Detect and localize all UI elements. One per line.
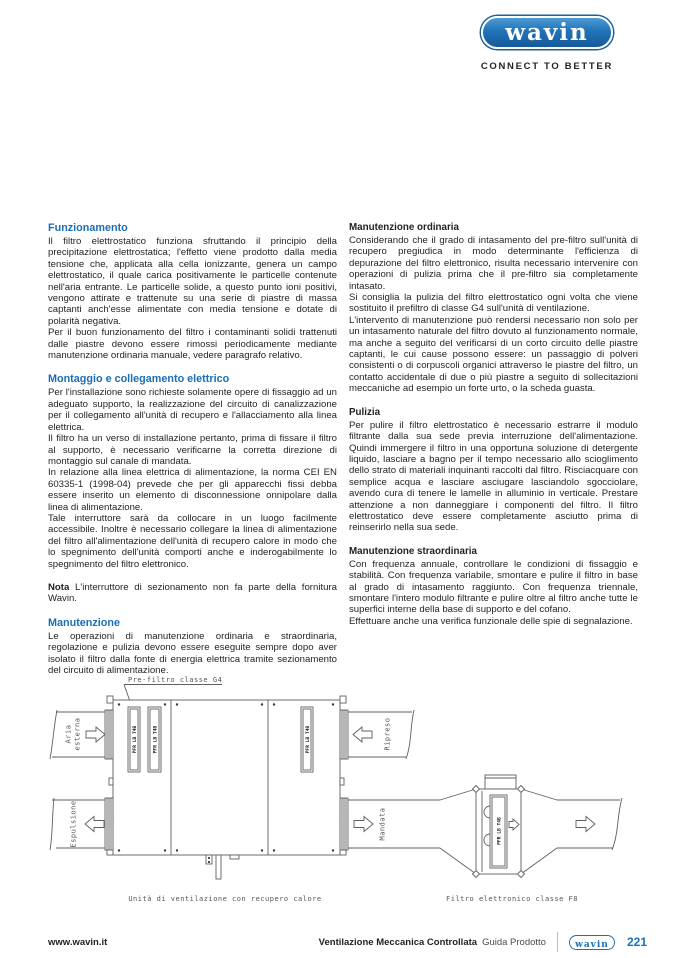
wavin-logo-text: wavin — [505, 19, 589, 46]
section-heading: Montaggio e collegamento elettrico — [48, 373, 230, 386]
duct-label-mandata: Mandata — [378, 807, 387, 841]
duct-label-esterna: esterna — [73, 717, 82, 751]
filter-marking-text: PFR LB T4B — [306, 725, 311, 754]
paragraph — [48, 582, 337, 605]
footer-divider — [557, 932, 558, 952]
duct-break-line — [406, 710, 414, 759]
duct-outlet — [557, 798, 622, 850]
airflow-arrow-right-icon — [354, 817, 373, 832]
caption-unit: Unità di ventilazione con recupero calore — [128, 895, 322, 903]
footer-doc-subtitle: Guida Prodotto — [482, 936, 546, 948]
duct-flange — [340, 798, 348, 850]
wavin-logo — [481, 16, 613, 49]
page-number: 221 — [626, 935, 647, 949]
duct-label-aria: Aria — [64, 724, 73, 744]
duct-label-espulsione: Espulsione — [69, 800, 78, 848]
brand-tagline: CONNECT TO BETTER — [480, 61, 613, 72]
section-manutenzione-straordinaria — [349, 546, 638, 627]
ventilation-diagram — [40, 668, 640, 918]
section-heading: Manutenzione — [48, 616, 120, 629]
transition-line — [521, 848, 557, 874]
paragraph: Il filtro ha un verso di installazione pertanto, prima di fissare il filtro al supporto, è necessario verificarne la corretta direzione di montaggio sul canale di mandata. — [48, 433, 337, 467]
footer-right — [319, 932, 647, 952]
paragraph: Per il buon funzionamento del filtro i contaminanti solidi trattenuti dalle piastre devono essere rimossi periodicamente mediante manutenzione ordinaria manuale, vedere paragrafo relativo. — [48, 327, 337, 362]
duct-flange — [105, 798, 113, 850]
nota-text: L'interruttore di sezionamento non fa parte della fornitura Wavin. — [48, 581, 337, 605]
transition-line — [440, 848, 476, 874]
paragraph: Effettuare anche una verifica funzionale delle spie di segnalazione. — [349, 615, 633, 627]
footer-doc-title: Ventilazione Meccanica Controllata — [318, 936, 478, 948]
duct-break-line — [50, 710, 57, 759]
section-heading: Pulizia — [349, 406, 381, 418]
footer-website: www.wavin.it — [48, 936, 108, 948]
paragraph: Con frequenza annuale, controllare le condizioni di fissaggio e stabilità. Con frequenza variabile, smontare e pulire il filtro in base al grado di intasamento raggiunto. Con frequenza triennale, smontare l'intero modulo filtrante e pulire oltre al filtro anche tutte le superfici interne della base di supporto e del cofano. — [349, 558, 638, 616]
filter-marking-text: PFR LB T4B — [497, 817, 503, 845]
right-column — [349, 222, 638, 688]
paragraph: Il filtro elettrostatico funziona sfruttando il principio della precipitazione elettrostatica; l'effetto viene prodotto dalla media tensione che, applicata alla cella ionizzante, genera un campo elettrostatico, il quale carica positivamente le particelle contenute nell'aria entrante. Le particelle solide, a questo punto ioni positivi, vengono attirate e trattenute su una serie di piastre di massa captanti anch'esse alimentate con media tensione e dotate di polarità negativa. — [48, 236, 337, 327]
round-duct-connector — [485, 775, 516, 789]
section-heading: Manutenzione ordinaria — [349, 222, 459, 233]
heat-recovery-unit — [107, 696, 346, 879]
paragraph: Considerando che il grado di intasamento del pre-filtro sull'unità di recupero pregiudica in modo determinante l'efficienza di depurazione del filtro elettronico, risulta necessario intervenire con operazioni di pulizia prima che il pre-filtro sia completamente intasato. — [349, 235, 638, 292]
section-pulizia — [349, 407, 638, 534]
drain-fittings — [206, 855, 239, 879]
side-latch — [340, 778, 344, 785]
footer-wavin-logo-text: wavin — [575, 939, 609, 950]
brand-header — [481, 16, 613, 72]
paragraph: Le operazioni di manutenzione ordinaria e straordinaria, regolazione e pulizia devono essere eseguite sempre dopo aver isolato il filtro dalla fonte di energia elettrica tramite sezionamento del circuito di alimentazione. — [48, 630, 337, 676]
paragraph: Per pulire il filtro elettrostatico è necessario estrarre il modulo filtrante dalla sua sede previa interruzione dell'alimentazione. Quindi immergere il filtro in una opportuna soluzione di detergente liquido, lasciare a bagno per il tempo necessario allo scioglimento dello strato di materiali inquinanti raccolti dal filtro. Risciacquare con semplice acqua e lasciare asciugare lasciandolo sgocciolare, avendo cura di tenere le lamelle in alluminio in verticale. Prestare attenzione a non danneggiare i componenti del filtro. Il filtro elettrostatico deve essere completamente asciutto prima di reinserirlo nella sua sede. — [349, 419, 638, 534]
electronic-filter — [440, 775, 557, 878]
section-montaggio — [48, 373, 337, 570]
paragraph: L'intervento di manutenzione può rendersi necessario non solo per un intasamento naturale del filtro dovuto al funzionamento normale, ma anche a seguito del verificarsi di un corto circuito delle piastre captanti, le cui cause possono essere: un passaggio di polveri consistenti o di corpuscoli organici attraverso le piastre del filtro, un contatto accidentale di due o più piastre a seguito di sollecitazioni meccaniche ad esempio un forte urto, o la scheda guasta. — [349, 314, 638, 395]
nota-label: Nota — [48, 581, 70, 593]
duct-flange — [105, 710, 113, 759]
prefilter-slot-3 — [301, 707, 313, 772]
section-heading: Funzionamento — [48, 222, 128, 234]
duct-break-line — [50, 798, 54, 850]
airflow-arrow-left-icon — [85, 817, 104, 832]
prefilter-slot-1 — [128, 707, 140, 772]
duct-aria-esterna — [50, 710, 113, 759]
section-heading: Manutenzione straordinaria — [349, 545, 477, 557]
airflow-arrow-right-icon — [86, 727, 105, 742]
filter-marking-text: PFR LB T4B — [133, 725, 138, 754]
paragraph: Tale interruttore sarà da collocare in un luogo facilmente accessibile. Inoltre è necessario collegare la linea di alimentazione del filtro all'alimentazione dell'unità di recupero calore in modo che lo spegnimento dell'unità comporti anche e inderogabilmente lo spegnimento del filtro elettronico. — [48, 512, 337, 570]
body-columns — [48, 222, 638, 688]
footer-wavin-logo — [569, 935, 615, 950]
side-latch — [109, 778, 113, 785]
corner-tab — [340, 696, 346, 703]
paragraph: In relazione alla linea elettrica di alimentazione, la norma CEI EN 60335-1 (1998-04) prevede che per gli apparecchi fissi debba essere inserito un elemento di disconnessione onnipolare dalla linea di alimentazione. — [48, 467, 337, 513]
section-manutenzione-ordinaria — [349, 222, 638, 395]
duct-ripreso — [340, 710, 414, 759]
paragraph: Si consiglia la pulizia del filtro elettrostatico ogni volta che viene sostituito il prefiltro di classe G4 sull'unità di ventilazione. — [349, 292, 638, 315]
corner-tab — [107, 696, 113, 703]
section-funzionamento — [48, 222, 337, 361]
filter-marking-text: PFR LB T4B — [153, 725, 159, 754]
left-column — [48, 222, 337, 688]
duct-espulsione — [50, 798, 113, 850]
paragraph: Per l'installazione sono richieste solamente opere di fissaggio ad un adeguato supporto, la realizzazione del circuito di canalizzazione per il collegamento all'unità di recupero e l'allacciamento alla linea elettrica. — [48, 387, 337, 433]
duct-flange — [340, 710, 348, 759]
transition-line — [440, 789, 476, 800]
airflow-arrow-right-icon — [576, 817, 595, 832]
duct-mandata — [340, 798, 440, 850]
transition-line — [521, 789, 557, 800]
airflow-arrow-left-icon — [353, 727, 372, 742]
duct-break-line — [612, 798, 622, 850]
prefilter-slot-2 — [148, 707, 161, 772]
duct-label-ripreso: Ripreso — [383, 717, 392, 751]
page-footer — [48, 930, 647, 954]
prefilter-callout-label: Pre-filtro classe G4 — [128, 676, 223, 684]
caption-electronic-filter: Filtro elettronico classe F8 — [445, 895, 579, 903]
nota-block — [48, 582, 337, 605]
electronic-filter-cartridge — [490, 795, 507, 868]
